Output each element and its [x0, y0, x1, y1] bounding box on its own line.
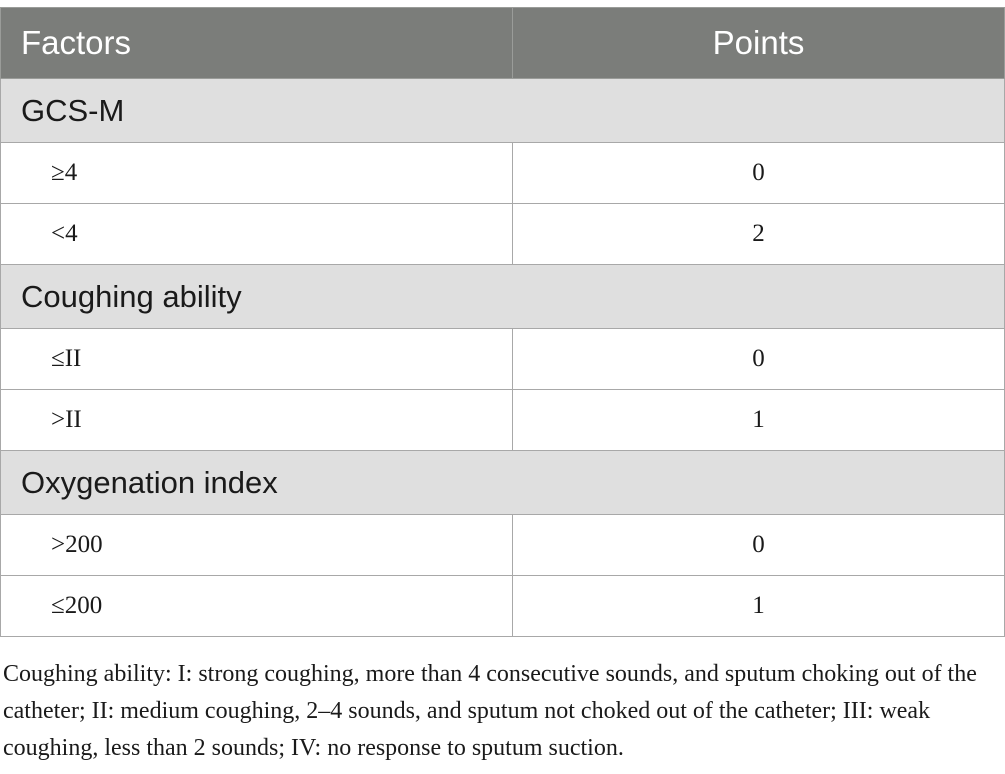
header-factors: Factors: [1, 8, 513, 79]
group-row-coughing-ability: [1, 265, 1005, 329]
factor-cell: ≤II: [1, 329, 513, 390]
group-label: Oxygenation index: [1, 451, 1005, 515]
table-row: [1, 515, 1005, 576]
points-cell: 0: [513, 515, 1005, 576]
factor-cell: ≤200: [1, 576, 513, 637]
points-cell: 0: [513, 329, 1005, 390]
points-cell: 1: [513, 390, 1005, 451]
points-cell: 1: [513, 576, 1005, 637]
group-label: GCS-M: [1, 79, 1005, 143]
header-points: Points: [513, 8, 1005, 79]
points-cell: 2: [513, 204, 1005, 265]
group-row-oxygenation-index: [1, 451, 1005, 515]
points-cell: 0: [513, 143, 1005, 204]
factor-cell: >II: [1, 390, 513, 451]
factor-cell: <4: [1, 204, 513, 265]
table-row: [1, 143, 1005, 204]
table-row: [1, 329, 1005, 390]
factor-cell: ≥4: [1, 143, 513, 204]
table-footnote: Coughing ability: I: strong coughing, more than 4 consecutive sounds, and sputum choking out of the catheter; II: medium coughing, 2–4 sounds, and sputum not choked out of the catheter; III: weak coughing, less than 2 sounds; IV: no response to sputum suction.: [3, 661, 977, 761]
factor-cell: >200: [1, 515, 513, 576]
group-label: Coughing ability: [1, 265, 1005, 329]
table-row: [1, 390, 1005, 451]
table-row: [1, 204, 1005, 265]
scoring-table: [0, 7, 1005, 637]
group-row-gcs-m: [1, 79, 1005, 143]
table-row: [1, 576, 1005, 637]
header-row: [1, 8, 1005, 79]
